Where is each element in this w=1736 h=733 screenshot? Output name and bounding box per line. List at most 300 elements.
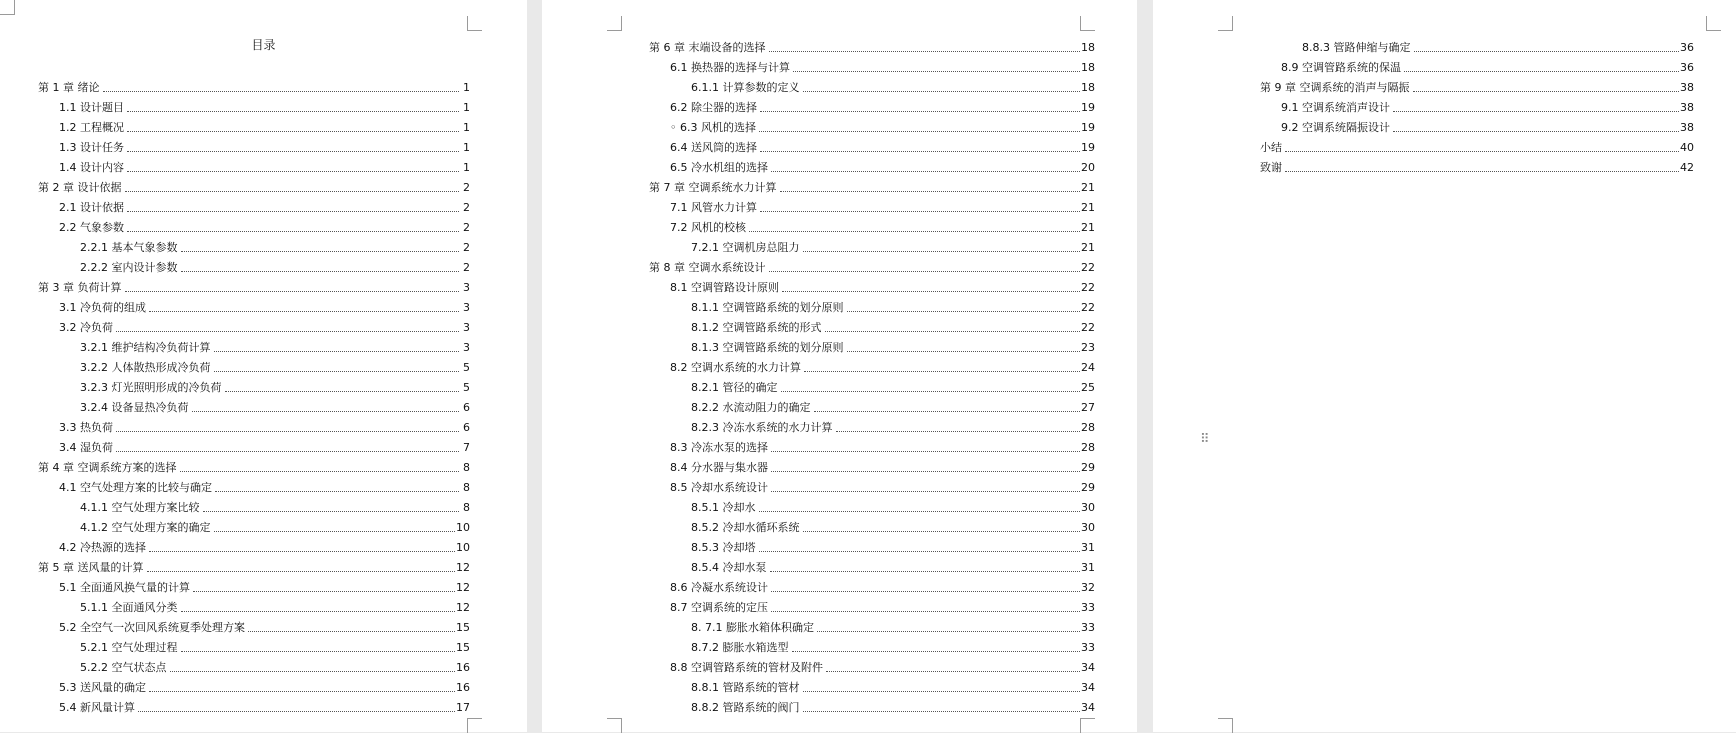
toc-entry-label: 8.8 空调管路系统的管材及附件 xyxy=(670,661,823,674)
toc-entry[interactable] xyxy=(38,555,470,575)
toc-entry[interactable] xyxy=(38,95,470,115)
toc-entry-label: 1.2 工程概况 xyxy=(59,121,124,134)
toc-entry[interactable] xyxy=(38,235,470,255)
toc-entry-page-number: 12 xyxy=(456,581,470,594)
toc-entry-page-number: 31 xyxy=(1081,561,1095,574)
toc-leader-dots xyxy=(814,411,1081,412)
toc-entry[interactable] xyxy=(649,95,1095,115)
toc-entry-label: 8.1.3 空调管路系统的划分原则 xyxy=(691,341,844,354)
toc-entry[interactable] xyxy=(649,635,1095,655)
toc-entry-page-number: 3 xyxy=(463,301,470,314)
toc-entry[interactable] xyxy=(38,455,470,475)
toc-entry[interactable] xyxy=(38,135,470,155)
toc-leader-dots xyxy=(125,191,460,192)
toc-entry-label: 8.4 分水器与集水器 xyxy=(670,461,768,474)
toc-entry[interactable] xyxy=(1260,55,1694,75)
toc-leader-dots xyxy=(214,531,456,532)
toc-entry[interactable] xyxy=(38,655,470,675)
toc-list xyxy=(1260,35,1694,175)
toc-entry-page-number: 20 xyxy=(1081,161,1095,174)
toc-entry-label: 8.2.2 水流动阻力的确定 xyxy=(691,401,811,414)
toc-entry[interactable] xyxy=(1260,75,1694,95)
toc-entry-page-number: 15 xyxy=(456,641,470,654)
toc-entry-page-number: 10 xyxy=(456,541,470,554)
toc-entry-label: 第 1 章 绪论 xyxy=(38,81,100,94)
toc-entry-page-number: 38 xyxy=(1680,121,1694,134)
toc-leader-dots xyxy=(149,311,459,312)
toc-entry-page-number: 6 xyxy=(463,401,470,414)
toc-entry-page-number: 5 xyxy=(463,381,470,394)
toc-leader-dots xyxy=(1414,51,1680,52)
toc-entry-page-number: 1 xyxy=(463,141,470,154)
toc-leader-dots xyxy=(127,131,459,132)
toc-entry-page-number: 38 xyxy=(1680,81,1694,94)
toc-entry-page-number: 2 xyxy=(463,201,470,214)
toc-entry[interactable] xyxy=(649,315,1095,335)
toc-leader-dots xyxy=(1285,151,1679,152)
toc-entry[interactable] xyxy=(649,255,1095,275)
toc-entry[interactable] xyxy=(649,595,1095,615)
toc-leader-dots xyxy=(215,491,459,492)
toc-entry-page-number: 23 xyxy=(1081,341,1095,354)
toc-leader-dots xyxy=(127,171,459,172)
toc-leader-dots xyxy=(1393,131,1679,132)
toc-entry-label: 致谢 xyxy=(1260,161,1282,174)
toc-entry-label: 5.4 新风量计算 xyxy=(59,701,135,714)
toc-entry-page-number: 15 xyxy=(456,621,470,634)
toc-entry-label: 8.5.2 冷却水循环系统 xyxy=(691,521,800,534)
toc-leader-dots xyxy=(803,91,1081,92)
toc-entry[interactable] xyxy=(38,615,470,635)
toc-entry-label: 6.1.1 计算参数的定义 xyxy=(691,81,800,94)
toc-entry-label: 8.2.1 管径的确定 xyxy=(691,381,778,394)
toc-entry[interactable] xyxy=(1260,115,1694,135)
toc-entry-label: 8.6 冷凝水系统设计 xyxy=(670,581,768,594)
toc-entry-page-number: 16 xyxy=(456,681,470,694)
toc-entry-page-number: 18 xyxy=(1081,61,1095,74)
toc-leader-dots xyxy=(138,711,455,712)
toc-entry[interactable] xyxy=(38,675,470,695)
toc-leader-dots xyxy=(116,451,459,452)
toc-entry-page-number: 22 xyxy=(1081,261,1095,274)
toc-entry-label: 6.2 除尘器的选择 xyxy=(670,101,757,114)
toc-entry-label: 1.1 设计题目 xyxy=(59,101,124,114)
toc-entry-label: 1.4 设计内容 xyxy=(59,161,124,174)
toc-leader-dots xyxy=(847,351,1081,352)
toc-leader-dots xyxy=(180,471,460,472)
toc-leader-dots xyxy=(149,691,455,692)
toc-entry-label: 6.4 送风筒的选择 xyxy=(670,141,757,154)
toc-leader-dots xyxy=(225,391,460,392)
toc-entry-page-number: 30 xyxy=(1081,521,1095,534)
toc-entry[interactable] xyxy=(649,455,1095,475)
toc-entry[interactable] xyxy=(38,355,470,375)
toc-entry[interactable] xyxy=(38,335,470,355)
toc-leader-dots xyxy=(771,451,1080,452)
toc-entry[interactable] xyxy=(649,415,1095,435)
toc-entry-label: 小结 xyxy=(1260,141,1282,154)
toc-entry[interactable] xyxy=(649,235,1095,255)
toc-entry-page-number: 34 xyxy=(1081,681,1095,694)
toc-leader-dots xyxy=(127,151,459,152)
document-page-1 xyxy=(0,0,527,732)
toc-entry-label: 5.1 全面通风换气量的计算 xyxy=(59,581,190,594)
toc-leader-dots xyxy=(759,131,1080,132)
toc-entry[interactable] xyxy=(38,635,470,655)
toc-leader-dots xyxy=(760,111,1080,112)
toc-entry-label: 8. 7.1 膨胀水箱体积确定 xyxy=(691,621,814,634)
toc-entry-label: 5.1.1 全面通风分类 xyxy=(80,601,178,614)
toc-entry[interactable] xyxy=(649,615,1095,635)
toc-entry-page-number: 38 xyxy=(1680,101,1694,114)
toc-entry-page-number: 2 xyxy=(463,261,470,274)
toc-entry-page-number: 22 xyxy=(1081,281,1095,294)
toc-entry-page-number: 2 xyxy=(463,181,470,194)
toc-entry-page-number: 1 xyxy=(463,121,470,134)
drag-handle-icon[interactable]: ⠿ xyxy=(1200,432,1209,447)
toc-entry-label: 第 6 章 末端设备的选择 xyxy=(649,41,766,54)
toc-entry[interactable] xyxy=(38,595,470,615)
toc-entry-label: 第 5 章 送风量的计算 xyxy=(38,561,144,574)
toc-entry[interactable] xyxy=(649,115,1095,135)
toc-entry-label: 5.3 送风量的确定 xyxy=(59,681,146,694)
toc-leader-dots xyxy=(181,651,456,652)
toc-entry[interactable] xyxy=(38,315,470,335)
toc-entry-page-number: 22 xyxy=(1081,321,1095,334)
toc-entry-label: 8.2 空调水系统的水力计算 xyxy=(670,361,801,374)
toc-entry-label: 8.1.1 空调管路系统的划分原则 xyxy=(691,301,844,314)
toc-entry-page-number: 8 xyxy=(463,461,470,474)
toc-entry-label: 3.4 湿负荷 xyxy=(59,441,113,454)
toc-entry[interactable] xyxy=(649,575,1095,595)
toc-entry-label: 8.5.3 冷却塔 xyxy=(691,541,756,554)
document-page-3 xyxy=(1153,0,1736,732)
toc-entry-label: 4.2 冷热源的选择 xyxy=(59,541,146,554)
toc-entry[interactable] xyxy=(649,155,1095,175)
toc-entry-page-number: 40 xyxy=(1680,141,1694,154)
toc-leader-dots xyxy=(116,331,459,332)
toc-leader-dots xyxy=(125,291,460,292)
toc-entry-label: 9.1 空调系统消声设计 xyxy=(1281,101,1390,114)
toc-entry-page-number: 1 xyxy=(463,161,470,174)
toc-entry-label: 8.5.1 冷却水 xyxy=(691,501,756,514)
toc-leader-dots xyxy=(170,671,456,672)
toc-leader-dots xyxy=(769,51,1081,52)
toc-entry[interactable] xyxy=(38,115,470,135)
toc-leader-dots xyxy=(1285,171,1679,172)
toc-entry[interactable] xyxy=(38,295,470,315)
toc-entry-label: 8.1.2 空调管路系统的形式 xyxy=(691,321,822,334)
toc-entry-label: 2.2 气象参数 xyxy=(59,221,124,234)
document-page-2 xyxy=(542,0,1137,732)
toc-entry[interactable] xyxy=(1260,155,1694,175)
toc-entry-label: 4.1 空气处理方案的比较与确定 xyxy=(59,481,212,494)
toc-leader-dots xyxy=(248,631,455,632)
toc-entry-label: 8.2.3 冷冻水系统的水力计算 xyxy=(691,421,833,434)
toc-entry-page-number: 29 xyxy=(1081,461,1095,474)
toc-leader-dots xyxy=(147,571,456,572)
toc-leader-dots xyxy=(836,431,1081,432)
toc-entry-page-number: 7 xyxy=(463,441,470,454)
toc-entry-page-number: 31 xyxy=(1081,541,1095,554)
toc-entry[interactable] xyxy=(649,675,1095,695)
toc-entry-label: 第 2 章 设计依据 xyxy=(38,181,122,194)
toc-leader-dots xyxy=(826,671,1080,672)
toc-leader-dots xyxy=(181,611,456,612)
toc-entry[interactable] xyxy=(38,495,470,515)
toc-entry[interactable] xyxy=(649,435,1095,455)
toc-entry-page-number: 19 xyxy=(1081,121,1095,134)
toc-leader-dots xyxy=(749,231,1080,232)
toc-entry[interactable] xyxy=(649,275,1095,295)
toc-title: 目录 xyxy=(251,38,276,52)
toc-leader-dots xyxy=(760,151,1080,152)
toc-entry-page-number: 19 xyxy=(1081,101,1095,114)
toc-entry-label: 7.1 风管水力计算 xyxy=(670,201,757,214)
toc-leader-dots xyxy=(127,211,459,212)
toc-entry[interactable] xyxy=(649,175,1095,195)
toc-entry[interactable] xyxy=(38,175,470,195)
toc-entry-page-number: 29 xyxy=(1081,481,1095,494)
toc-leader-dots xyxy=(782,291,1080,292)
toc-entry-label: 6.1 换热器的选择与计算 xyxy=(670,61,790,74)
toc-leader-dots xyxy=(760,211,1080,212)
toc-leader-dots xyxy=(214,351,460,352)
toc-entry[interactable] xyxy=(649,555,1095,575)
toc-entry[interactable] xyxy=(38,215,470,235)
toc-entry[interactable] xyxy=(649,475,1095,495)
toc-entry-page-number: 3 xyxy=(463,281,470,294)
toc-entry-label: 5.2 全空气一次回风系统夏季处理方案 xyxy=(59,621,245,634)
page-corner-mark xyxy=(607,718,622,733)
page-corner-mark xyxy=(0,0,15,15)
toc-entry-label: 8.7.2 膨胀水箱选型 xyxy=(691,641,789,654)
page-corner-mark xyxy=(1706,16,1721,31)
toc-entry-page-number: 16 xyxy=(456,661,470,674)
toc-leader-dots xyxy=(803,251,1081,252)
toc-entry-page-number: 8 xyxy=(463,501,470,514)
toc-leader-dots xyxy=(793,71,1080,72)
toc-entry[interactable] xyxy=(649,355,1095,375)
page-corner-mark xyxy=(1080,16,1095,31)
toc-entry-page-number: 19 xyxy=(1081,141,1095,154)
toc-entry-page-number: 17 xyxy=(456,701,470,714)
toc-entry-label: 第 3 章 负荷计算 xyxy=(38,281,122,294)
toc-entry-label: 3.1 冷负荷的组成 xyxy=(59,301,146,314)
toc-entry[interactable] xyxy=(38,195,470,215)
toc-entry-label: 2.2.1 基本气象参数 xyxy=(80,241,178,254)
toc-entry[interactable] xyxy=(1260,135,1694,155)
toc-entry-page-number: 3 xyxy=(463,341,470,354)
toc-entry[interactable] xyxy=(649,195,1095,215)
toc-entry-label: 8.5.4 冷却水泵 xyxy=(691,561,767,574)
toc-entry-label: 3.2.4 设备显热冷负荷 xyxy=(80,401,189,414)
toc-leader-dots xyxy=(759,511,1081,512)
toc-entry[interactable] xyxy=(649,515,1095,535)
toc-entry-page-number: 36 xyxy=(1680,61,1694,74)
toc-entry-page-number: 36 xyxy=(1680,41,1694,54)
toc-entry-label: ◦ 6.3 风机的选择 xyxy=(670,121,756,134)
toc-entry-page-number: 33 xyxy=(1081,601,1095,614)
toc-entry-page-number: 3 xyxy=(463,321,470,334)
toc-leader-dots xyxy=(1393,111,1679,112)
toc-entry-label: 1.3 设计任务 xyxy=(59,141,124,154)
toc-leader-dots xyxy=(214,371,460,372)
toc-leader-dots xyxy=(780,191,1081,192)
toc-entry-label: 6.5 冷水机组的选择 xyxy=(670,161,768,174)
toc-leader-dots xyxy=(771,491,1080,492)
toc-entry-page-number: 18 xyxy=(1081,81,1095,94)
toc-entry-label: 8.8.3 管路伸缩与确定 xyxy=(1302,41,1411,54)
toc-entry-label: 7.2 风机的校核 xyxy=(670,221,746,234)
toc-entry-page-number: 24 xyxy=(1081,361,1095,374)
toc-entry-page-number: 33 xyxy=(1081,641,1095,654)
toc-entry-label: 第 4 章 空调系统方案的选择 xyxy=(38,461,177,474)
toc-entry[interactable] xyxy=(38,435,470,455)
toc-entry[interactable] xyxy=(1260,95,1694,115)
toc-entry-page-number: 21 xyxy=(1081,181,1095,194)
toc-leader-dots xyxy=(770,571,1081,572)
toc-list xyxy=(38,75,470,715)
toc-leader-dots xyxy=(803,691,1081,692)
toc-entry[interactable] xyxy=(38,375,470,395)
toc-entry[interactable] xyxy=(38,255,470,275)
toc-entry[interactable] xyxy=(38,515,470,535)
toc-entry-label: 3.2.3 灯光照明形成的冷负荷 xyxy=(80,381,222,394)
toc-leader-dots xyxy=(825,331,1081,332)
toc-entry[interactable] xyxy=(649,135,1095,155)
toc-entry-page-number: 25 xyxy=(1081,381,1095,394)
toc-entry[interactable] xyxy=(38,275,470,295)
toc-entry[interactable] xyxy=(649,335,1095,355)
toc-entry-page-number: 33 xyxy=(1081,621,1095,634)
toc-entry-label: 5.2.2 空气状态点 xyxy=(80,661,167,674)
toc-entry[interactable] xyxy=(1260,35,1694,55)
toc-leader-dots xyxy=(771,171,1080,172)
toc-entry-page-number: 10 xyxy=(456,521,470,534)
toc-leader-dots xyxy=(803,531,1081,532)
toc-entry-page-number: 21 xyxy=(1081,221,1095,234)
toc-leader-dots xyxy=(1413,91,1680,92)
toc-entry-page-number: 1 xyxy=(463,101,470,114)
page-corner-mark xyxy=(467,718,482,733)
page-corner-mark xyxy=(1218,16,1233,31)
toc-entry-page-number: 27 xyxy=(1081,401,1095,414)
toc-entry-label: 8.9 空调管路系统的保温 xyxy=(1281,61,1401,74)
toc-leader-dots xyxy=(759,551,1081,552)
toc-entry[interactable] xyxy=(649,495,1095,515)
toc-entry[interactable] xyxy=(38,415,470,435)
page-corner-mark xyxy=(1080,718,1095,733)
toc-leader-dots xyxy=(781,391,1081,392)
toc-leader-dots xyxy=(127,111,459,112)
toc-entry[interactable] xyxy=(649,695,1095,715)
page-corner-mark xyxy=(1218,718,1233,733)
toc-entry[interactable] xyxy=(38,535,470,555)
toc-leader-dots xyxy=(804,371,1080,372)
toc-leader-dots xyxy=(847,311,1081,312)
toc-entry-page-number: 21 xyxy=(1081,241,1095,254)
toc-entry-page-number: 12 xyxy=(456,601,470,614)
toc-entry[interactable] xyxy=(38,475,470,495)
toc-entry-page-number: 6 xyxy=(463,421,470,434)
toc-leader-dots xyxy=(181,251,460,252)
toc-entry[interactable] xyxy=(649,75,1095,95)
toc-entry[interactable] xyxy=(38,155,470,175)
toc-entry[interactable] xyxy=(38,75,470,95)
toc-leader-dots xyxy=(116,431,459,432)
toc-leader-dots xyxy=(203,511,460,512)
toc-leader-dots xyxy=(771,591,1080,592)
toc-entry[interactable] xyxy=(38,575,470,595)
toc-entry[interactable] xyxy=(649,55,1095,75)
toc-leader-dots xyxy=(771,611,1080,612)
toc-leader-dots xyxy=(103,91,460,92)
toc-entry[interactable] xyxy=(649,655,1095,675)
toc-entry-label: 3.2 冷负荷 xyxy=(59,321,113,334)
toc-entry-page-number: 34 xyxy=(1081,701,1095,714)
toc-entry-label: 8.8.1 管路系统的管材 xyxy=(691,681,800,694)
toc-entry-page-number: 42 xyxy=(1680,161,1694,174)
toc-entry[interactable] xyxy=(38,695,470,715)
toc-leader-dots xyxy=(192,411,460,412)
toc-entry-label: 2.2.2 室内设计参数 xyxy=(80,261,178,274)
toc-entry-label: 8.1 空调管路设计原则 xyxy=(670,281,779,294)
toc-leader-dots xyxy=(769,271,1081,272)
toc-entry[interactable] xyxy=(649,35,1095,55)
toc-entry-page-number: 22 xyxy=(1081,301,1095,314)
toc-entry[interactable] xyxy=(649,375,1095,395)
toc-entry-label: 8.8.2 管路系统的阀门 xyxy=(691,701,800,714)
toc-entry-label: 3.3 热负荷 xyxy=(59,421,113,434)
toc-entry[interactable] xyxy=(649,535,1095,555)
toc-leader-dots xyxy=(803,711,1081,712)
toc-entry-label: 5.2.1 空气处理过程 xyxy=(80,641,178,654)
toc-entry-page-number: 32 xyxy=(1081,581,1095,594)
toc-entry-label: 8.7 空调系统的定压 xyxy=(670,601,768,614)
toc-leader-dots xyxy=(1404,71,1679,72)
toc-entry-label: 3.2.2 人体散热形成冷负荷 xyxy=(80,361,211,374)
toc-entry[interactable] xyxy=(649,395,1095,415)
toc-leader-dots xyxy=(817,631,1080,632)
toc-entry-label: 8.5 冷却水系统设计 xyxy=(670,481,768,494)
toc-leader-dots xyxy=(127,231,459,232)
toc-leader-dots xyxy=(149,551,455,552)
toc-entry-page-number: 34 xyxy=(1081,661,1095,674)
toc-entry-label: 第 9 章 空调系统的消声与隔振 xyxy=(1260,81,1410,94)
toc-entry-page-number: 12 xyxy=(456,561,470,574)
toc-leader-dots xyxy=(193,591,455,592)
toc-leader-dots xyxy=(792,651,1081,652)
page-corner-mark xyxy=(607,16,622,31)
toc-entry-page-number: 18 xyxy=(1081,41,1095,54)
toc-entry-label: 8.3 冷冻水泵的选择 xyxy=(670,441,768,454)
toc-entry[interactable] xyxy=(649,215,1095,235)
toc-leader-dots xyxy=(181,271,460,272)
toc-entry-page-number: 2 xyxy=(463,221,470,234)
toc-entry-page-number: 2 xyxy=(463,241,470,254)
toc-entry-label: 4.1.2 空气处理方案的确定 xyxy=(80,521,211,534)
toc-entry-label: 7.2.1 空调机房总阻力 xyxy=(691,241,800,254)
toc-entry-page-number: 28 xyxy=(1081,441,1095,454)
toc-entry-page-number: 30 xyxy=(1081,501,1095,514)
toc-entry-label: 9.2 空调系统隔振设计 xyxy=(1281,121,1390,134)
toc-entry[interactable] xyxy=(38,395,470,415)
toc-entry-label: 4.1.1 空气处理方案比较 xyxy=(80,501,200,514)
toc-entry-label: 第 7 章 空调系统水力计算 xyxy=(649,181,777,194)
toc-entry[interactable] xyxy=(649,295,1095,315)
toc-list xyxy=(649,35,1095,715)
